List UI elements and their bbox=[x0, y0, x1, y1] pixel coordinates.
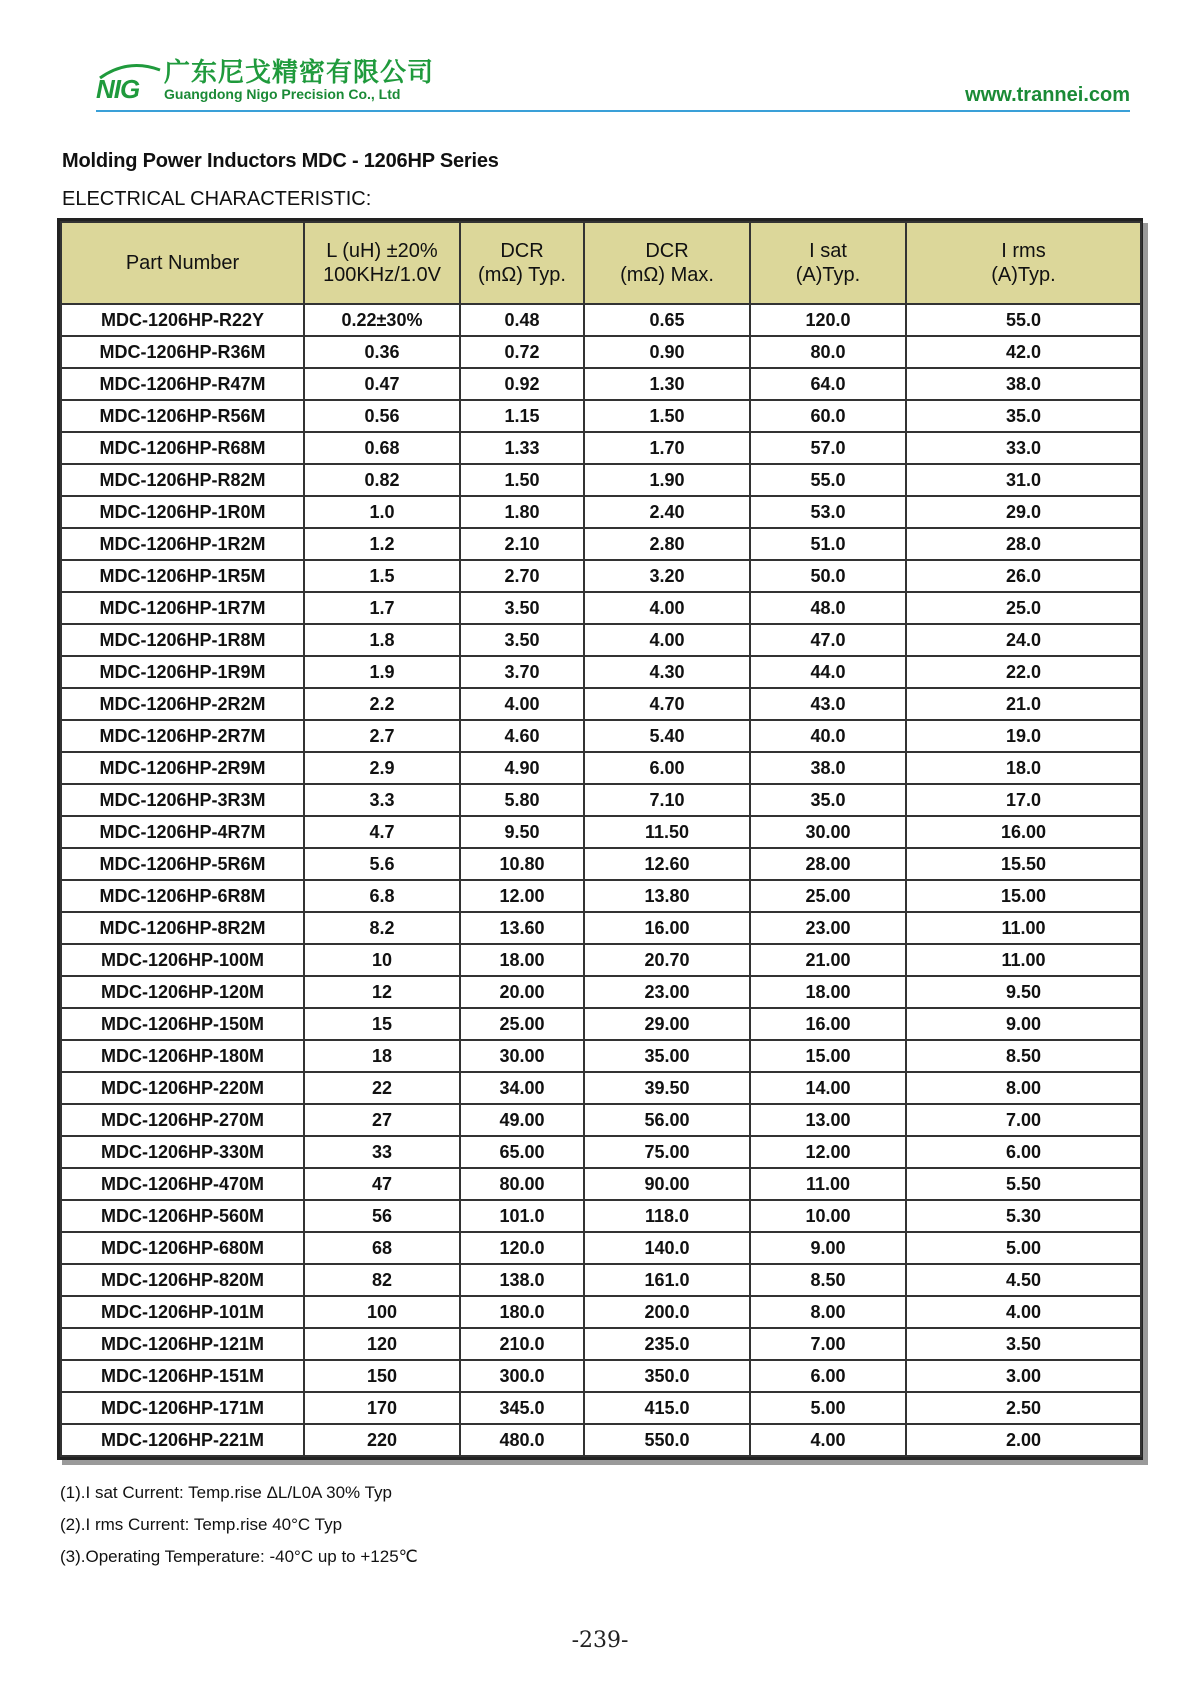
cell-part-number: MDC-1206HP-221M bbox=[61, 1424, 304, 1456]
cell-part-number: MDC-1206HP-1R8M bbox=[61, 624, 304, 656]
table-row bbox=[61, 304, 1141, 336]
column-header-isat bbox=[750, 222, 906, 304]
column-header-dcr-max bbox=[584, 222, 750, 304]
cell-isat: 15.00 bbox=[750, 1040, 906, 1072]
cell-isat: 53.0 bbox=[750, 496, 906, 528]
table-row bbox=[61, 816, 1141, 848]
cell-dcr-max: 2.80 bbox=[584, 528, 750, 560]
column-header-inductance bbox=[304, 222, 460, 304]
cell-isat: 21.00 bbox=[750, 944, 906, 976]
footnote-operating-temp: (3).Operating Temperature: -40°C up to +125℃ bbox=[60, 1547, 418, 1566]
cell-irms: 4.50 bbox=[906, 1264, 1141, 1296]
cell-dcr-typ: 4.90 bbox=[460, 752, 584, 784]
table-row bbox=[61, 1296, 1141, 1328]
cell-part-number: MDC-1206HP-R22Y bbox=[61, 304, 304, 336]
cell-dcr-max: 23.00 bbox=[584, 976, 750, 1008]
cell-dcr-typ: 30.00 bbox=[460, 1040, 584, 1072]
cell-irms: 16.00 bbox=[906, 816, 1141, 848]
cell-inductance: 3.3 bbox=[304, 784, 460, 816]
cell-isat: 5.00 bbox=[750, 1392, 906, 1424]
column-header-line1: Part Number bbox=[125, 252, 240, 274]
column-header-line1: I sat bbox=[809, 240, 847, 262]
table-row bbox=[61, 1360, 1141, 1392]
table-row bbox=[61, 1264, 1141, 1296]
cell-dcr-max: 0.90 bbox=[584, 336, 750, 368]
cell-dcr-max: 140.0 bbox=[584, 1232, 750, 1264]
cell-dcr-typ: 80.00 bbox=[460, 1168, 584, 1200]
cell-inductance: 10 bbox=[304, 944, 460, 976]
cell-isat: 10.00 bbox=[750, 1200, 906, 1232]
table-row bbox=[61, 848, 1141, 880]
cell-inductance: 2.7 bbox=[304, 720, 460, 752]
cell-isat: 48.0 bbox=[750, 592, 906, 624]
cell-inductance: 0.36 bbox=[304, 336, 460, 368]
cell-dcr-max: 29.00 bbox=[584, 1008, 750, 1040]
column-header-line1: DCR bbox=[500, 240, 544, 262]
footnote-isat: (1).I sat Current: Temp.rise ΔL/L0A 30% Typ bbox=[60, 1483, 392, 1502]
cell-dcr-max: 2.40 bbox=[584, 496, 750, 528]
cell-dcr-max: 118.0 bbox=[584, 1200, 750, 1232]
cell-irms: 9.00 bbox=[906, 1008, 1141, 1040]
cell-inductance: 4.7 bbox=[304, 816, 460, 848]
cell-isat: 23.00 bbox=[750, 912, 906, 944]
cell-irms: 15.50 bbox=[906, 848, 1141, 880]
cell-part-number: MDC-1206HP-1R2M bbox=[61, 528, 304, 560]
cell-dcr-max: 20.70 bbox=[584, 944, 750, 976]
cell-dcr-max: 16.00 bbox=[584, 912, 750, 944]
cell-inductance: 1.9 bbox=[304, 656, 460, 688]
cell-dcr-typ: 0.72 bbox=[460, 336, 584, 368]
company-name-chinese: 广东尼戈精密有限公司 bbox=[164, 58, 435, 88]
cell-isat: 40.0 bbox=[750, 720, 906, 752]
cell-dcr-max: 0.65 bbox=[584, 304, 750, 336]
cell-inductance: 5.6 bbox=[304, 848, 460, 880]
cell-part-number: MDC-1206HP-220M bbox=[61, 1072, 304, 1104]
cell-irms: 11.00 bbox=[906, 912, 1141, 944]
cell-irms: 15.00 bbox=[906, 880, 1141, 912]
cell-irms: 24.0 bbox=[906, 624, 1141, 656]
page-number: -239- bbox=[571, 1628, 629, 1653]
cell-inductance: 1.8 bbox=[304, 624, 460, 656]
cell-dcr-typ: 18.00 bbox=[460, 944, 584, 976]
cell-dcr-typ: 138.0 bbox=[460, 1264, 584, 1296]
cell-dcr-typ: 4.60 bbox=[460, 720, 584, 752]
table-row bbox=[61, 1232, 1141, 1264]
cell-inductance: 68 bbox=[304, 1232, 460, 1264]
cell-dcr-max: 39.50 bbox=[584, 1072, 750, 1104]
cell-part-number: MDC-1206HP-2R7M bbox=[61, 720, 304, 752]
cell-irms: 5.50 bbox=[906, 1168, 1141, 1200]
cell-inductance: 33 bbox=[304, 1136, 460, 1168]
cell-part-number: MDC-1206HP-R68M bbox=[61, 432, 304, 464]
cell-irms: 8.50 bbox=[906, 1040, 1141, 1072]
cell-part-number: MDC-1206HP-1R9M bbox=[61, 656, 304, 688]
cell-isat: 50.0 bbox=[750, 560, 906, 592]
cell-irms: 18.0 bbox=[906, 752, 1141, 784]
company-name-english: Guangdong Nigo Precision Co., Ltd bbox=[164, 86, 401, 102]
cell-dcr-typ: 3.70 bbox=[460, 656, 584, 688]
cell-part-number: MDC-1206HP-680M bbox=[61, 1232, 304, 1264]
cell-irms: 31.0 bbox=[906, 464, 1141, 496]
cell-isat: 38.0 bbox=[750, 752, 906, 784]
cell-inductance: 1.0 bbox=[304, 496, 460, 528]
cell-dcr-typ: 2.10 bbox=[460, 528, 584, 560]
table-row bbox=[61, 976, 1141, 1008]
logo-text: NIG bbox=[96, 74, 140, 104]
cell-irms: 6.00 bbox=[906, 1136, 1141, 1168]
cell-irms: 3.00 bbox=[906, 1360, 1141, 1392]
cell-dcr-typ: 180.0 bbox=[460, 1296, 584, 1328]
table-row bbox=[61, 1072, 1141, 1104]
cell-dcr-typ: 0.48 bbox=[460, 304, 584, 336]
column-header-line1: DCR bbox=[645, 240, 689, 262]
cell-part-number: MDC-1206HP-820M bbox=[61, 1264, 304, 1296]
table-row bbox=[61, 1200, 1141, 1232]
cell-dcr-typ: 300.0 bbox=[460, 1360, 584, 1392]
cell-part-number: MDC-1206HP-101M bbox=[61, 1296, 304, 1328]
cell-isat: 6.00 bbox=[750, 1360, 906, 1392]
cell-part-number: MDC-1206HP-171M bbox=[61, 1392, 304, 1424]
cell-part-number: MDC-1206HP-180M bbox=[61, 1040, 304, 1072]
cell-irms: 4.00 bbox=[906, 1296, 1141, 1328]
cell-irms: 19.0 bbox=[906, 720, 1141, 752]
cell-dcr-max: 56.00 bbox=[584, 1104, 750, 1136]
electrical-characteristics-table bbox=[57, 218, 1143, 1460]
cell-inductance: 120 bbox=[304, 1328, 460, 1360]
series-title: Molding Power Inductors MDC - 1206HP Series bbox=[62, 150, 499, 172]
cell-dcr-typ: 1.80 bbox=[460, 496, 584, 528]
cell-dcr-typ: 5.80 bbox=[460, 784, 584, 816]
cell-dcr-typ: 65.00 bbox=[460, 1136, 584, 1168]
cell-part-number: MDC-1206HP-2R9M bbox=[61, 752, 304, 784]
cell-dcr-max: 415.0 bbox=[584, 1392, 750, 1424]
cell-dcr-max: 35.00 bbox=[584, 1040, 750, 1072]
cell-part-number: MDC-1206HP-2R2M bbox=[61, 688, 304, 720]
table-body bbox=[61, 304, 1141, 1456]
cell-inductance: 0.82 bbox=[304, 464, 460, 496]
cell-part-number: MDC-1206HP-121M bbox=[61, 1328, 304, 1360]
cell-dcr-max: 90.00 bbox=[584, 1168, 750, 1200]
cell-inductance: 2.9 bbox=[304, 752, 460, 784]
cell-part-number: MDC-1206HP-6R8M bbox=[61, 880, 304, 912]
cell-dcr-max: 550.0 bbox=[584, 1424, 750, 1456]
cell-part-number: MDC-1206HP-120M bbox=[61, 976, 304, 1008]
cell-part-number: MDC-1206HP-1R7M bbox=[61, 592, 304, 624]
cell-isat: 51.0 bbox=[750, 528, 906, 560]
cell-dcr-max: 11.50 bbox=[584, 816, 750, 848]
cell-isat: 28.00 bbox=[750, 848, 906, 880]
cell-isat: 8.00 bbox=[750, 1296, 906, 1328]
cell-inductance: 8.2 bbox=[304, 912, 460, 944]
cell-isat: 11.00 bbox=[750, 1168, 906, 1200]
cell-inductance: 22 bbox=[304, 1072, 460, 1104]
cell-inductance: 18 bbox=[304, 1040, 460, 1072]
cell-dcr-typ: 2.70 bbox=[460, 560, 584, 592]
cell-part-number: MDC-1206HP-R36M bbox=[61, 336, 304, 368]
table-row bbox=[61, 560, 1141, 592]
section-title: ELECTRICAL CHARACTERISTIC: bbox=[62, 188, 372, 210]
cell-inductance: 56 bbox=[304, 1200, 460, 1232]
cell-irms: 29.0 bbox=[906, 496, 1141, 528]
cell-dcr-typ: 101.0 bbox=[460, 1200, 584, 1232]
cell-dcr-max: 3.20 bbox=[584, 560, 750, 592]
table-row bbox=[61, 656, 1141, 688]
cell-isat: 60.0 bbox=[750, 400, 906, 432]
cell-isat: 4.00 bbox=[750, 1424, 906, 1456]
cell-irms: 25.0 bbox=[906, 592, 1141, 624]
table-row bbox=[61, 400, 1141, 432]
cell-irms: 2.00 bbox=[906, 1424, 1141, 1456]
cell-isat: 9.00 bbox=[750, 1232, 906, 1264]
table-row bbox=[61, 1328, 1141, 1360]
cell-isat: 8.50 bbox=[750, 1264, 906, 1296]
cell-dcr-typ: 25.00 bbox=[460, 1008, 584, 1040]
cell-irms: 11.00 bbox=[906, 944, 1141, 976]
cell-dcr-max: 12.60 bbox=[584, 848, 750, 880]
cell-irms: 35.0 bbox=[906, 400, 1141, 432]
cell-dcr-max: 4.00 bbox=[584, 592, 750, 624]
cell-part-number: MDC-1206HP-100M bbox=[61, 944, 304, 976]
cell-isat: 44.0 bbox=[750, 656, 906, 688]
cell-dcr-max: 4.70 bbox=[584, 688, 750, 720]
cell-inductance: 82 bbox=[304, 1264, 460, 1296]
table-row bbox=[61, 1104, 1141, 1136]
table-row bbox=[61, 1136, 1141, 1168]
cell-inductance: 6.8 bbox=[304, 880, 460, 912]
cell-inductance: 15 bbox=[304, 1008, 460, 1040]
cell-irms: 8.00 bbox=[906, 1072, 1141, 1104]
cell-dcr-max: 6.00 bbox=[584, 752, 750, 784]
cell-dcr-max: 4.30 bbox=[584, 656, 750, 688]
cell-dcr-typ: 20.00 bbox=[460, 976, 584, 1008]
website-link[interactable]: www.trannei.com bbox=[965, 84, 1130, 106]
cell-isat: 55.0 bbox=[750, 464, 906, 496]
column-header-line2: (A)Typ. bbox=[795, 264, 861, 286]
cell-isat: 30.00 bbox=[750, 816, 906, 848]
cell-isat: 16.00 bbox=[750, 1008, 906, 1040]
cell-irms: 33.0 bbox=[906, 432, 1141, 464]
cell-inductance: 1.5 bbox=[304, 560, 460, 592]
cell-dcr-max: 350.0 bbox=[584, 1360, 750, 1392]
cell-dcr-max: 13.80 bbox=[584, 880, 750, 912]
cell-dcr-typ: 345.0 bbox=[460, 1392, 584, 1424]
column-header-line2: (A)Typ. bbox=[991, 264, 1056, 286]
cell-dcr-typ: 120.0 bbox=[460, 1232, 584, 1264]
cell-dcr-typ: 3.50 bbox=[460, 592, 584, 624]
cell-inductance: 1.2 bbox=[304, 528, 460, 560]
header-divider bbox=[96, 110, 1130, 112]
table-row bbox=[61, 624, 1141, 656]
cell-isat: 13.00 bbox=[750, 1104, 906, 1136]
cell-irms: 17.0 bbox=[906, 784, 1141, 816]
cell-part-number: MDC-1206HP-1R0M bbox=[61, 496, 304, 528]
cell-isat: 14.00 bbox=[750, 1072, 906, 1104]
table-row bbox=[61, 1008, 1141, 1040]
table-row bbox=[61, 1392, 1141, 1424]
column-header-part-number bbox=[61, 222, 304, 304]
table-row bbox=[61, 592, 1141, 624]
column-header-line2: (mΩ) Typ. bbox=[478, 264, 566, 286]
cell-irms: 55.0 bbox=[906, 304, 1141, 336]
cell-irms: 2.50 bbox=[906, 1392, 1141, 1424]
cell-isat: 64.0 bbox=[750, 368, 906, 400]
cell-irms: 22.0 bbox=[906, 656, 1141, 688]
table-header-row bbox=[61, 222, 1141, 304]
cell-isat: 7.00 bbox=[750, 1328, 906, 1360]
cell-dcr-typ: 0.92 bbox=[460, 368, 584, 400]
table-row bbox=[61, 944, 1141, 976]
cell-dcr-max: 75.00 bbox=[584, 1136, 750, 1168]
table-row bbox=[61, 528, 1141, 560]
cell-dcr-max: 4.00 bbox=[584, 624, 750, 656]
cell-dcr-typ: 12.00 bbox=[460, 880, 584, 912]
cell-isat: 18.00 bbox=[750, 976, 906, 1008]
column-header-dcr-typ bbox=[460, 222, 584, 304]
cell-isat: 35.0 bbox=[750, 784, 906, 816]
cell-part-number: MDC-1206HP-4R7M bbox=[61, 816, 304, 848]
cell-inductance: 0.47 bbox=[304, 368, 460, 400]
cell-isat: 25.00 bbox=[750, 880, 906, 912]
table-row bbox=[61, 752, 1141, 784]
cell-irms: 42.0 bbox=[906, 336, 1141, 368]
cell-dcr-max: 1.90 bbox=[584, 464, 750, 496]
cell-irms: 5.00 bbox=[906, 1232, 1141, 1264]
table-row bbox=[61, 720, 1141, 752]
table-row bbox=[61, 432, 1141, 464]
column-header-line2: 100KHz/1.0V bbox=[323, 264, 441, 286]
cell-isat: 80.0 bbox=[750, 336, 906, 368]
cell-irms: 5.30 bbox=[906, 1200, 1141, 1232]
cell-irms: 28.0 bbox=[906, 528, 1141, 560]
footnote-irms: (2).I rms Current: Temp.rise 40°C Typ bbox=[60, 1515, 343, 1534]
cell-inductance: 170 bbox=[304, 1392, 460, 1424]
cell-inductance: 2.2 bbox=[304, 688, 460, 720]
page-header bbox=[96, 50, 1130, 110]
cell-dcr-max: 1.70 bbox=[584, 432, 750, 464]
cell-part-number: MDC-1206HP-1R5M bbox=[61, 560, 304, 592]
cell-inductance: 0.68 bbox=[304, 432, 460, 464]
company-logo bbox=[96, 56, 166, 104]
table-row bbox=[61, 688, 1141, 720]
cell-dcr-typ: 49.00 bbox=[460, 1104, 584, 1136]
cell-inductance: 1.7 bbox=[304, 592, 460, 624]
footnotes bbox=[60, 1477, 418, 1573]
table-row bbox=[61, 1424, 1141, 1456]
column-header-line2: (mΩ) Max. bbox=[620, 264, 714, 286]
cell-dcr-max: 1.30 bbox=[584, 368, 750, 400]
cell-part-number: MDC-1206HP-R56M bbox=[61, 400, 304, 432]
column-header-line1: L (uH) ±20% bbox=[326, 240, 438, 262]
cell-inductance: 220 bbox=[304, 1424, 460, 1456]
cell-part-number: MDC-1206HP-R47M bbox=[61, 368, 304, 400]
cell-part-number: MDC-1206HP-470M bbox=[61, 1168, 304, 1200]
cell-dcr-max: 235.0 bbox=[584, 1328, 750, 1360]
cell-part-number: MDC-1206HP-3R3M bbox=[61, 784, 304, 816]
cell-dcr-max: 5.40 bbox=[584, 720, 750, 752]
table-row bbox=[61, 368, 1141, 400]
spec-table bbox=[60, 221, 1142, 1457]
table-row bbox=[61, 464, 1141, 496]
column-header-line1: I rms bbox=[1001, 240, 1046, 262]
cell-dcr-typ: 3.50 bbox=[460, 624, 584, 656]
cell-part-number: MDC-1206HP-151M bbox=[61, 1360, 304, 1392]
cell-dcr-max: 161.0 bbox=[584, 1264, 750, 1296]
cell-irms: 7.00 bbox=[906, 1104, 1141, 1136]
cell-isat: 120.0 bbox=[750, 304, 906, 336]
cell-isat: 47.0 bbox=[750, 624, 906, 656]
cell-isat: 12.00 bbox=[750, 1136, 906, 1168]
cell-inductance: 100 bbox=[304, 1296, 460, 1328]
cell-dcr-typ: 10.80 bbox=[460, 848, 584, 880]
column-header-irms bbox=[906, 222, 1141, 304]
table-row bbox=[61, 1168, 1141, 1200]
cell-irms: 21.0 bbox=[906, 688, 1141, 720]
cell-isat: 57.0 bbox=[750, 432, 906, 464]
table-row bbox=[61, 336, 1141, 368]
cell-part-number: MDC-1206HP-150M bbox=[61, 1008, 304, 1040]
cell-dcr-typ: 480.0 bbox=[460, 1424, 584, 1456]
cell-part-number: MDC-1206HP-270M bbox=[61, 1104, 304, 1136]
cell-inductance: 0.56 bbox=[304, 400, 460, 432]
table-row bbox=[61, 912, 1141, 944]
table-row bbox=[61, 1040, 1141, 1072]
cell-irms: 38.0 bbox=[906, 368, 1141, 400]
cell-part-number: MDC-1206HP-R82M bbox=[61, 464, 304, 496]
table-row bbox=[61, 880, 1141, 912]
cell-inductance: 0.22±30% bbox=[304, 304, 460, 336]
table-row bbox=[61, 784, 1141, 816]
cell-dcr-typ: 210.0 bbox=[460, 1328, 584, 1360]
cell-inductance: 150 bbox=[304, 1360, 460, 1392]
cell-irms: 9.50 bbox=[906, 976, 1141, 1008]
cell-part-number: MDC-1206HP-5R6M bbox=[61, 848, 304, 880]
cell-inductance: 12 bbox=[304, 976, 460, 1008]
cell-dcr-max: 7.10 bbox=[584, 784, 750, 816]
cell-part-number: MDC-1206HP-560M bbox=[61, 1200, 304, 1232]
cell-dcr-typ: 13.60 bbox=[460, 912, 584, 944]
cell-inductance: 47 bbox=[304, 1168, 460, 1200]
cell-dcr-typ: 1.50 bbox=[460, 464, 584, 496]
cell-dcr-typ: 1.15 bbox=[460, 400, 584, 432]
cell-part-number: MDC-1206HP-8R2M bbox=[61, 912, 304, 944]
cell-dcr-typ: 4.00 bbox=[460, 688, 584, 720]
cell-inductance: 27 bbox=[304, 1104, 460, 1136]
cell-dcr-typ: 1.33 bbox=[460, 432, 584, 464]
cell-part-number: MDC-1206HP-330M bbox=[61, 1136, 304, 1168]
cell-dcr-typ: 34.00 bbox=[460, 1072, 584, 1104]
cell-dcr-max: 1.50 bbox=[584, 400, 750, 432]
cell-dcr-max: 200.0 bbox=[584, 1296, 750, 1328]
table-row bbox=[61, 496, 1141, 528]
cell-isat: 43.0 bbox=[750, 688, 906, 720]
cell-dcr-typ: 9.50 bbox=[460, 816, 584, 848]
cell-irms: 3.50 bbox=[906, 1328, 1141, 1360]
cell-irms: 26.0 bbox=[906, 560, 1141, 592]
